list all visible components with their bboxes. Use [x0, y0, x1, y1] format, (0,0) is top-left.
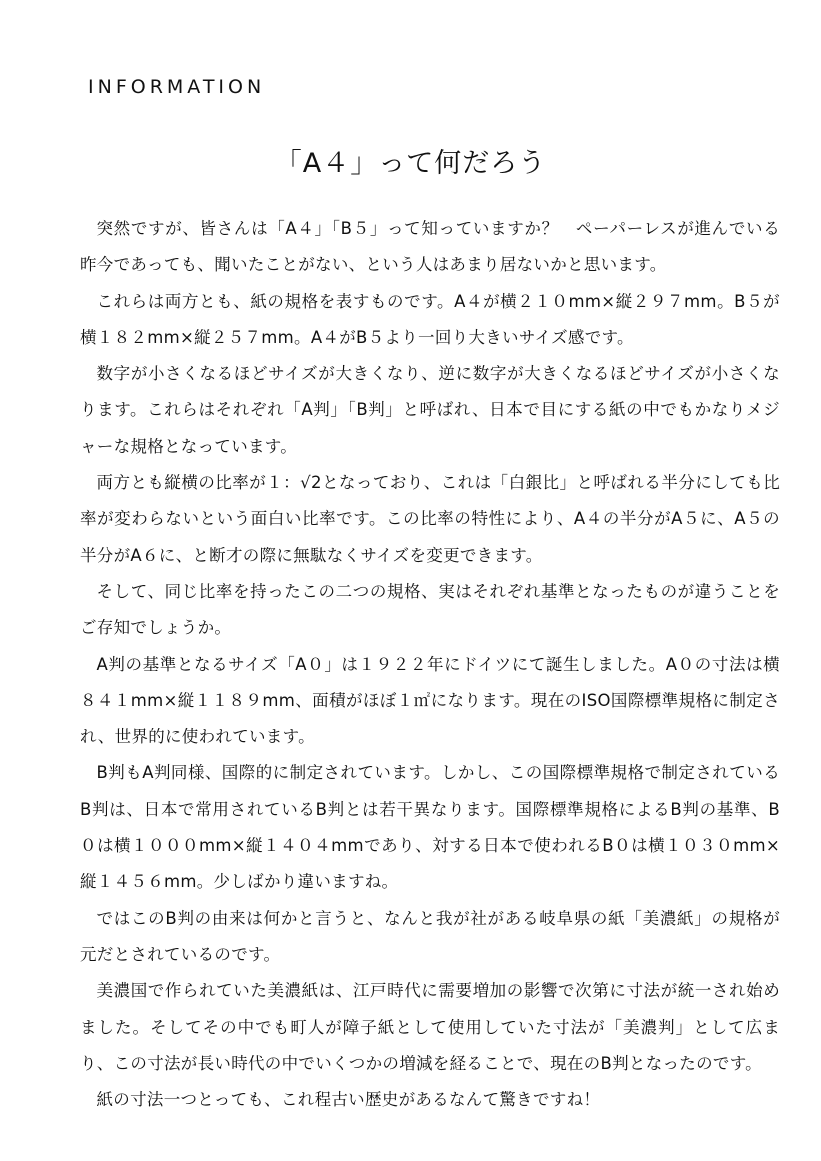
paragraph: 美濃国で作られていた美濃紙は、江戸時代に需要増加の影響で次第に寸法が統一され始めました。そしてその中でも町人が障子紙として使用していた寸法が「美濃判」として広まり、この寸法が長い時代の中でいくつかの増減を経ることで、現在のB判となったのです。 [80, 981, 780, 1073]
paragraph: そして、同じ比率を持ったこの二つの規格、実はそれぞれ基準となったものが違うことをご存知でしょうか。 [80, 581, 780, 638]
paragraph: ではこのB判の由来は何かと言うと、なんと我が社がある岐阜県の紙「美濃紙」の規格が元だとされているのです。 [80, 908, 780, 964]
page-title: 「A４」って何だろう [274, 148, 547, 179]
paragraph: 数字が小さくなるほどサイズが大きくなり、逆に数字が大きくなるほどサイズが小さくなります。これらはそれぞれ「A判」「B判」と呼ばれ、日本で目にする紙の中でもかなりメジャーな規格となっています。 [80, 364, 780, 456]
paragraph: 紙の寸法一つとっても、これ程古い歴史があるなんて驚きですね！ [96, 1090, 601, 1110]
paragraph: 突然ですが、皆さんは「A４」「B５」って知っていますか？ ペーパーレスが進んでいる昨今であっても、聞いたことがない、という人はあまり居ないかと思います。 [80, 219, 780, 275]
paragraph: これらは両方とも、紙の規格を表すものです。A４が横２１０mm×縦２９７mm。B５が横１８２mm×縦２５７mm。A４がB５より一回り大きいサイズ感です。 [80, 291, 780, 347]
paragraph: B判もA判同様、国際的に制定されています。しかし、この国際標準規格で制定されているB判は、日本で常用されているB判とは若干異なります。国際標準規格によるB判の基準、B０は横１０００mm×縦１４０４mmであり、対する日本で使われるB０は横１０３０mm×縦１４５６mm。少しばかり違いますね。 [80, 763, 780, 892]
paragraph: 両方とも縦横の比率が１：√2となっており、これは「白銀比」と呼ばれる半分にしても比率が変わらないという面白い比率です。この比率の特性により、A４の半分がA５に、A５の半分がA６に、と断才の際に無駄なくサイズを変更できます。 [80, 473, 780, 565]
paragraph: A判の基準となるサイズ「A０」は１９２２年にドイツにて誕生しました。A０の寸法は横８４１mm×縦１１８９mm、面積がほぼ１㎡になります。現在のISO国際標準規格に制定され、世界的に使われています。 [80, 654, 780, 747]
section-label: INFORMATION [88, 76, 266, 98]
article-body [80, 211, 780, 1118]
